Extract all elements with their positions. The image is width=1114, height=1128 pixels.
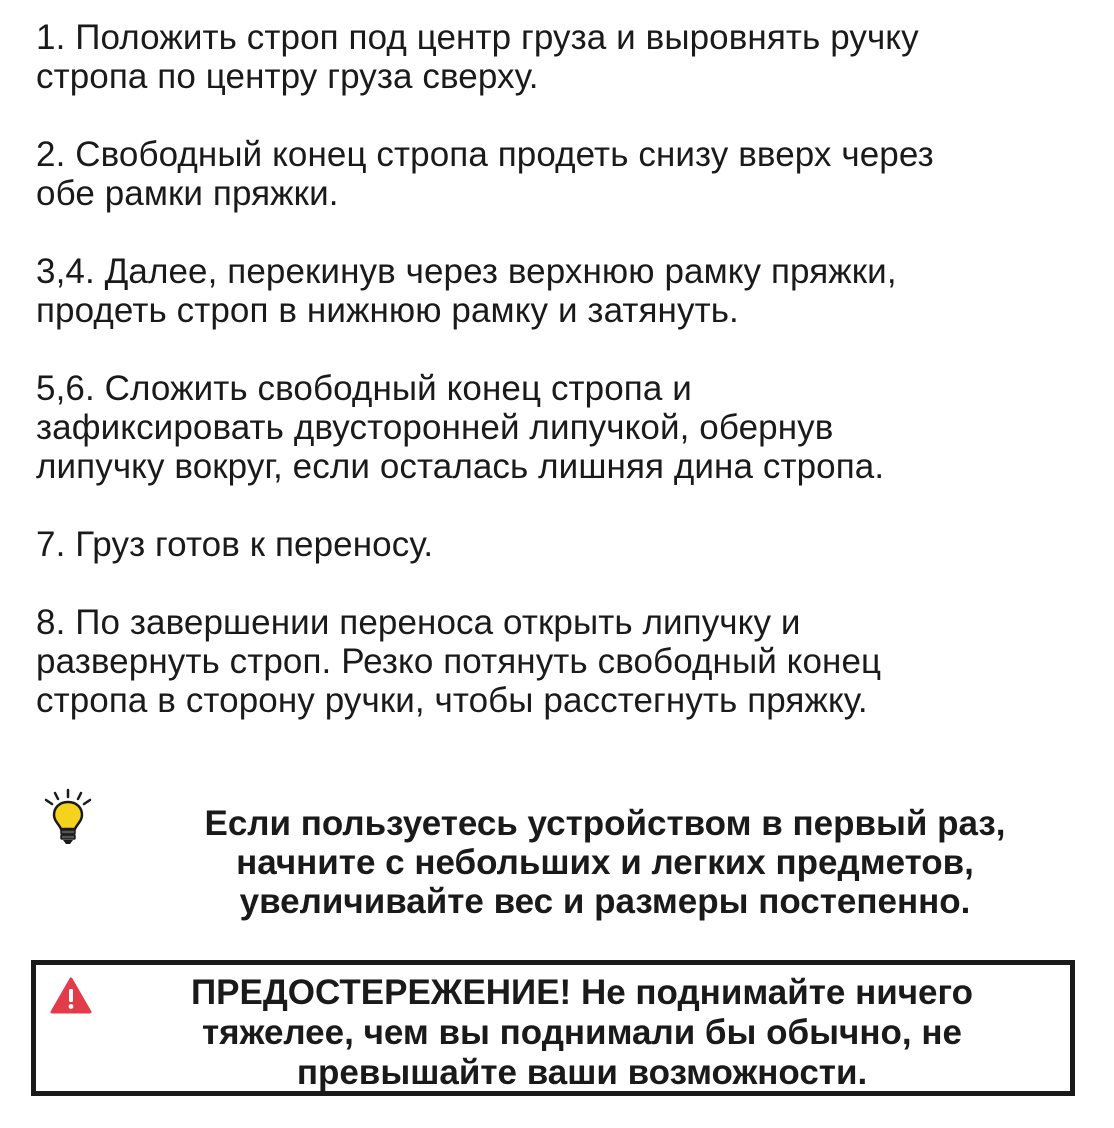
step-7 — [36, 525, 1096, 564]
step-line: 2. Свободный конец стропа продеть снизу вверх через — [36, 135, 934, 174]
step-3-4 — [36, 252, 1096, 330]
step-line: липучку вокруг, если осталась лишняя дина стропа. — [36, 447, 885, 486]
tip-line: начните с небольших и легких предметов, — [236, 843, 974, 882]
tip-note — [40, 788, 1080, 928]
tip-line: Если пользуетесь устройством в первый раз, — [204, 804, 1006, 843]
step-line: 3,4. Далее, перекинув через верхнюю рамку пряжки, — [36, 252, 897, 291]
step-line: стропа в сторону ручки, чтобы расстегнуть пряжку. — [36, 681, 868, 720]
tip-text — [100, 804, 1110, 921]
warning-line: ПРЕДОСТЕРЕЖЕНИЕ! Не поднимайте ничего — [190, 973, 974, 1012]
step-line: 5,6. Сложить свободный конец стропа и — [36, 369, 692, 408]
warning-box — [31, 960, 1075, 1096]
warning-line: тяжелее, чем вы поднимали бы обычно, не — [202, 1013, 962, 1052]
step-line: зафиксировать двусторонней липучкой, обернув — [36, 408, 834, 447]
step-line: 1. Положить строп под центр груза и выровнять ручку — [36, 18, 919, 57]
warning-triangle-icon — [50, 977, 92, 1015]
step-line: стропа по центру груза сверху. — [36, 57, 539, 96]
step-5-6 — [36, 369, 1096, 486]
warning-text — [92, 973, 1072, 1093]
step-line: 8. По завершении переноса открыть липучку и — [36, 603, 801, 642]
step-line: развернуть строп. Резко потянуть свободный конец — [36, 642, 882, 681]
step-1 — [36, 18, 1096, 96]
step-line: 7. Груз готов к переносу. — [36, 525, 434, 564]
step-line: обе рамки пряжки. — [36, 174, 339, 213]
warning-line: превышайте ваши возможности. — [296, 1053, 868, 1092]
step-line: продеть строп в нижнюю рамку и затянуть. — [36, 291, 739, 330]
lightbulb-icon — [40, 788, 96, 848]
tip-line: увеличивайте вес и размеры постепенно. — [239, 882, 971, 921]
step-2 — [36, 135, 1096, 213]
instruction-steps — [36, 18, 1096, 759]
step-8 — [36, 603, 1096, 720]
